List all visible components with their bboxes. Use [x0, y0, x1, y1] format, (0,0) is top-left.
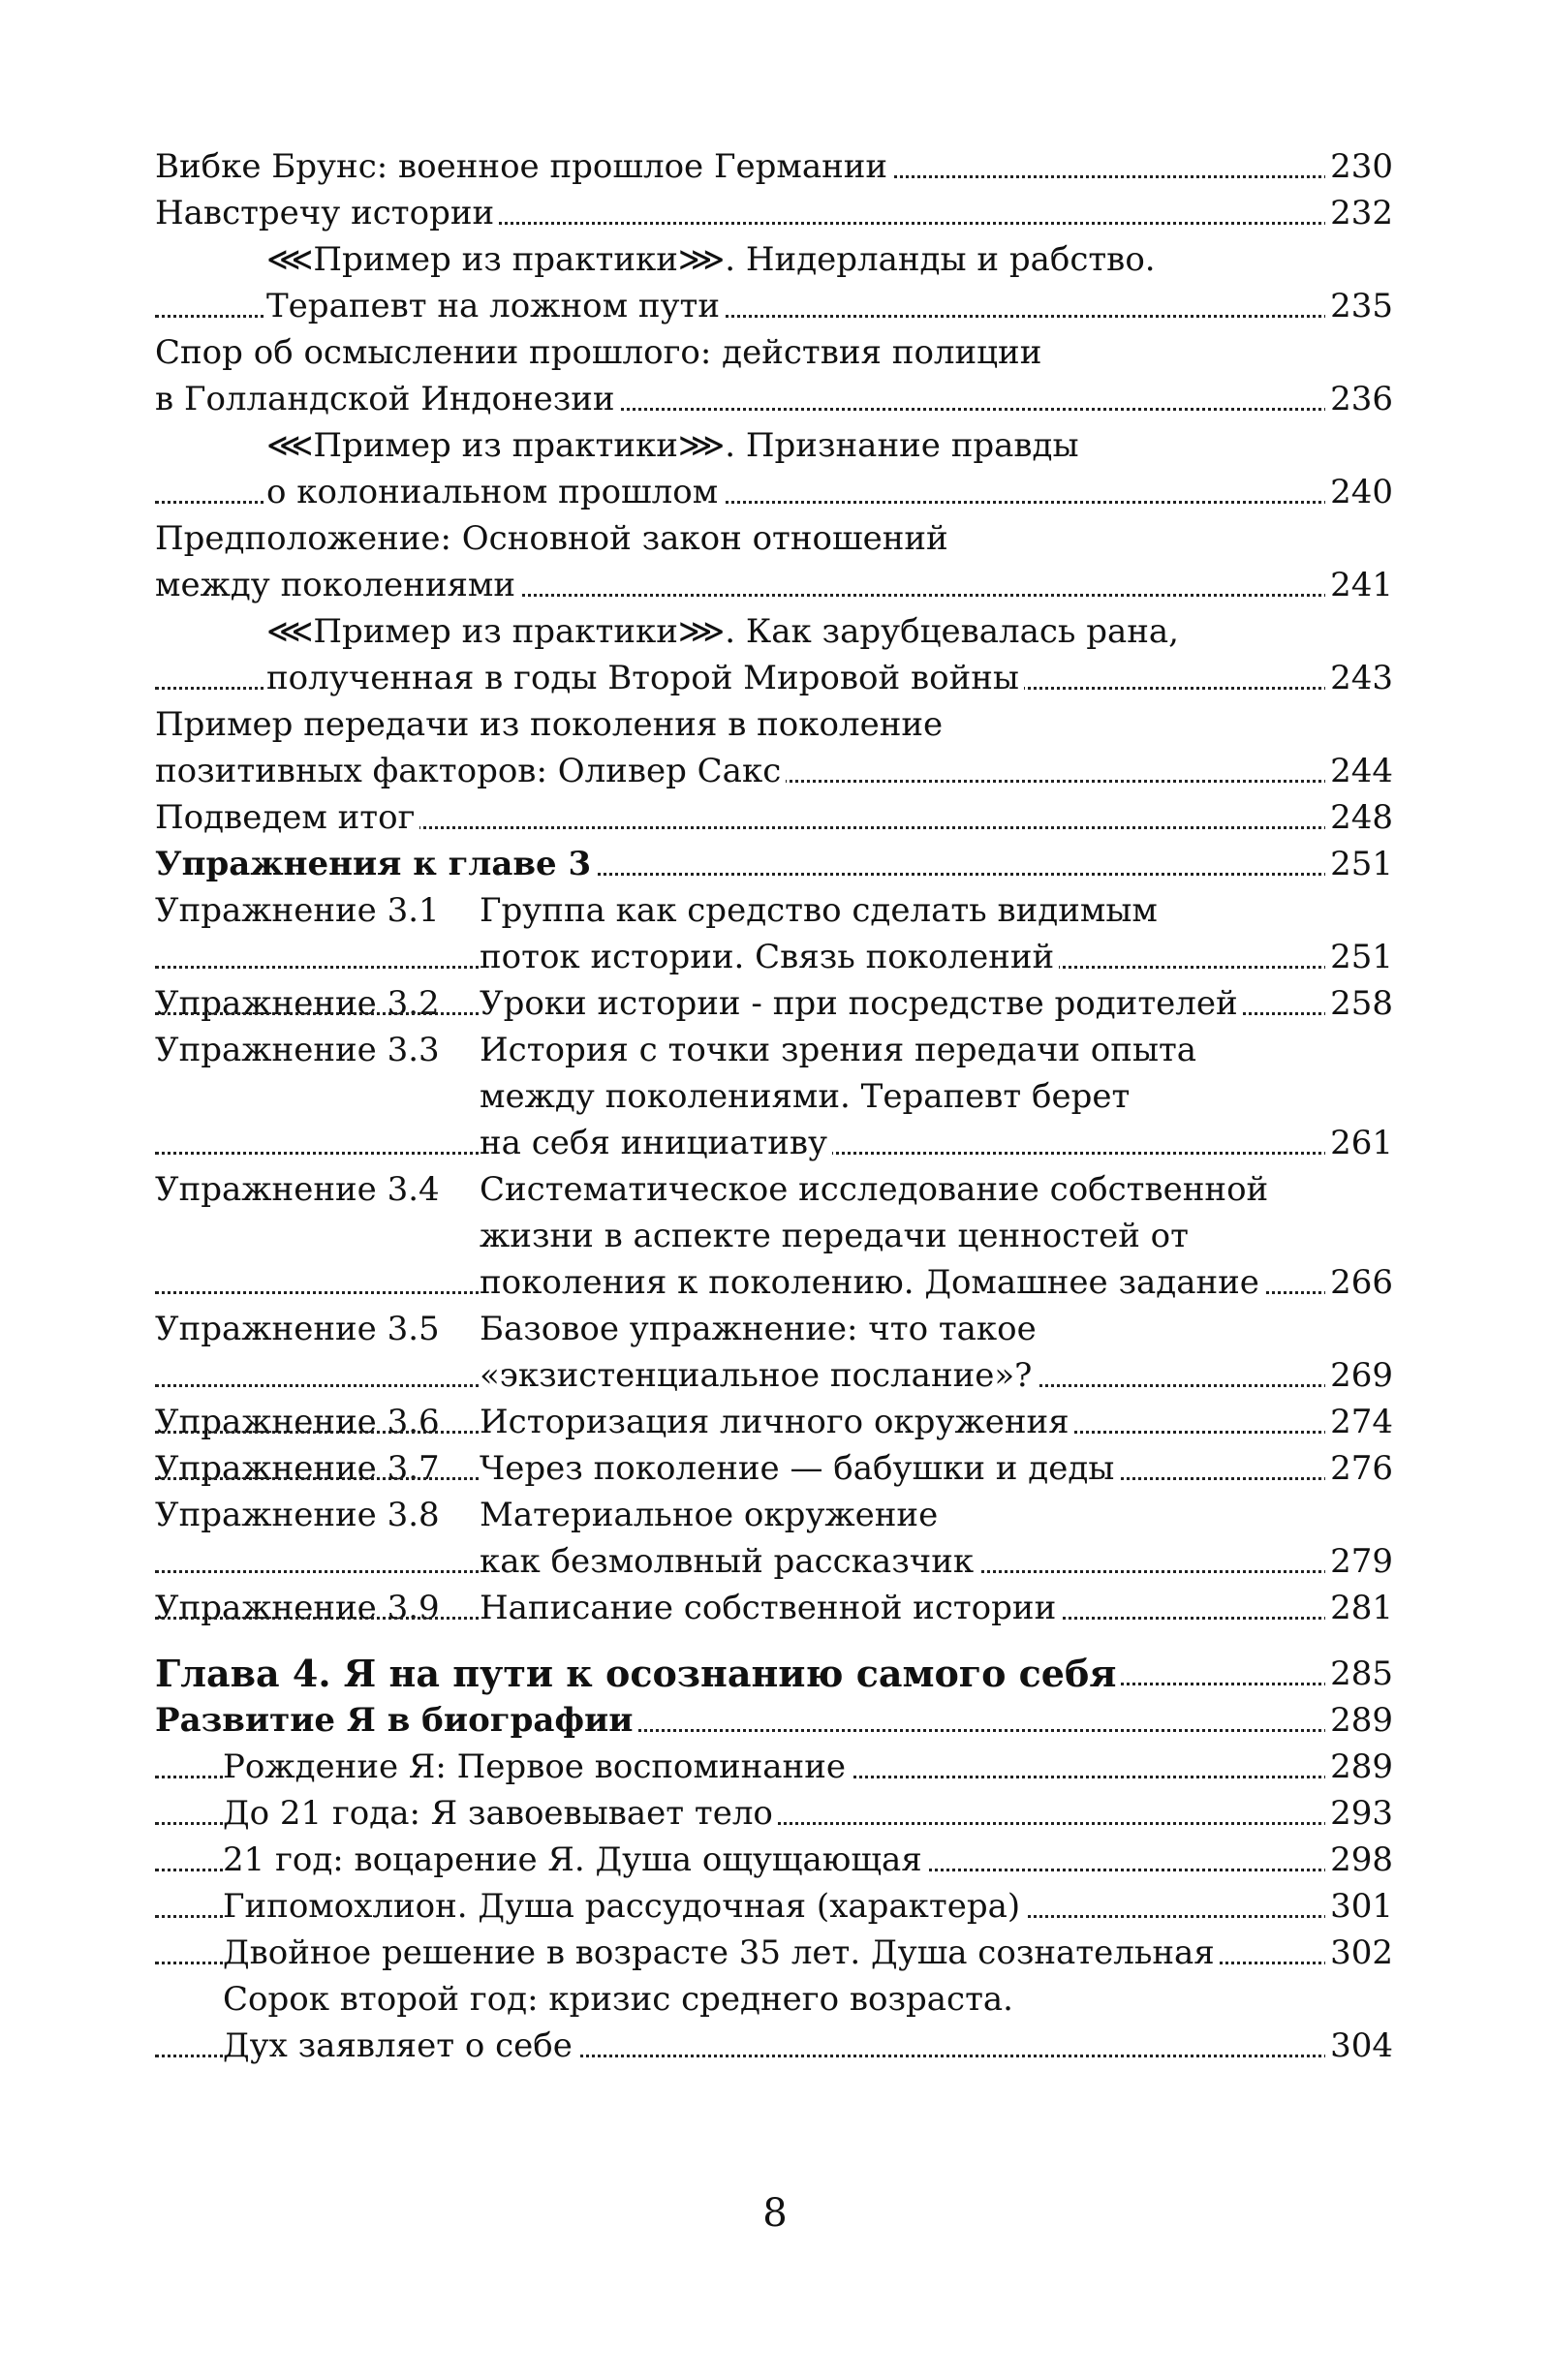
toc-entry	[155, 329, 1393, 376]
toc-entry	[155, 236, 1393, 283]
entry-title: Предположение: Основной закон отношений	[155, 515, 953, 562]
toc-exercise-entry	[155, 1259, 1393, 1306]
toc-entry	[155, 1930, 1393, 1976]
entry-title: Двойное решение в возрасте 35 лет. Душа сознательная	[223, 1930, 1220, 1976]
entry-page: 279	[1325, 1538, 1393, 1585]
entry-page: 251	[1325, 841, 1393, 887]
entry-page: 243	[1325, 655, 1393, 701]
chapter-title: Глава 4. Я на пути к осознанию самого себя	[155, 1651, 1121, 1697]
toc-entry	[155, 2023, 1393, 2069]
entry-title: на себя инициативу	[480, 1120, 832, 1166]
toc-chapter-heading	[155, 1651, 1393, 1697]
entry-page: 293	[1325, 1790, 1393, 1837]
entry-page: 289	[1325, 1697, 1393, 1744]
entry-page: 269	[1325, 1352, 1393, 1399]
entry-page: 230	[1325, 143, 1393, 190]
toc-entry	[155, 562, 1393, 608]
entry-title: Гипомохлион. Душа рассудочная (характера)	[223, 1883, 1025, 1930]
toc-entry	[155, 701, 1393, 748]
toc-entry	[155, 283, 1393, 329]
entry-title: ⋘Пример из практики⋙. Нидерланды и рабство.	[266, 236, 1161, 283]
entry-page: 251	[1325, 934, 1393, 980]
toc-entry	[155, 1790, 1393, 1837]
toc-entry	[155, 515, 1393, 562]
entry-page: 235	[1325, 283, 1393, 329]
entry-title: История с точки зрения передачи опыта	[480, 1027, 1201, 1073]
entry-title: 21 год: воцарение Я. Душа ощущающая	[223, 1837, 927, 1883]
toc-exercise-entry	[155, 1213, 1393, 1259]
toc-entry	[155, 469, 1393, 515]
entry-title: ⋘Пример из практики⋙. Признание правды	[266, 422, 1084, 469]
section-title: Упражнения к главе 3	[155, 841, 596, 887]
entry-title: Базовое упражнение: что такое	[480, 1306, 1041, 1352]
toc-section-heading	[155, 1697, 1393, 1744]
toc-entry	[155, 1837, 1393, 1883]
entry-page: 240	[1325, 469, 1393, 515]
entry-title: Через поколение — бабушки и деды	[480, 1445, 1119, 1492]
entry-title: как безмолвный рассказчик	[480, 1538, 978, 1585]
entry-page: 274	[1325, 1399, 1393, 1445]
exercise-label: Упражнение 3.1	[155, 891, 440, 930]
entry-title: позитивных факторов: Оливер Сакс	[155, 748, 786, 794]
toc-entry	[155, 608, 1393, 655]
exercise-label: Упражнение 3.6	[155, 1403, 440, 1441]
entry-title: Дух заявляет о себе	[223, 2023, 577, 2069]
toc-exercise-entry	[155, 1538, 1393, 1585]
entry-title: жизни в аспекте передачи ценностей от	[480, 1213, 1194, 1259]
toc-entry	[155, 748, 1393, 794]
entry-title: Спор об осмыслении прошлого: действия полиции	[155, 329, 1046, 376]
entry-title: Историзация личного окружения	[480, 1399, 1074, 1445]
exercise-label: Упражнение 3.7	[155, 1449, 440, 1488]
toc-exercise-entry	[155, 1306, 1393, 1352]
toc-exercise-entry	[155, 887, 1393, 934]
toc-entry	[155, 376, 1393, 422]
toc-exercise-entry	[155, 934, 1393, 980]
toc-exercise-entry	[155, 1073, 1393, 1120]
entry-page: 266	[1325, 1259, 1393, 1306]
entry-page: 285	[1325, 1651, 1393, 1697]
toc-entry	[155, 655, 1393, 701]
entry-title: Материальное окружение	[480, 1492, 943, 1538]
entry-title: полученная в годы Второй Мировой войны	[266, 655, 1024, 701]
entry-title: Вибке Брунс: военное прошлое Германии	[155, 143, 892, 190]
section-title: Развитие Я в биографии	[155, 1697, 637, 1744]
toc-exercise-entry	[155, 1492, 1393, 1538]
entry-page: 258	[1325, 980, 1393, 1027]
entry-page: 232	[1325, 190, 1393, 236]
entry-page: 241	[1325, 562, 1393, 608]
table-of-contents	[155, 143, 1393, 2069]
toc-exercise-entry	[155, 1166, 1393, 1213]
entry-title: Систематическое исследование собственной	[480, 1166, 1273, 1213]
entry-title: Подведем итог	[155, 794, 419, 841]
exercise-label: Упражнение 3.9	[155, 1589, 440, 1627]
entry-title: Терапевт на ложном пути	[266, 283, 725, 329]
entry-page: 281	[1325, 1585, 1393, 1631]
entry-page: 248	[1325, 794, 1393, 841]
toc-entry	[155, 1744, 1393, 1790]
toc-exercise-entry	[155, 980, 1393, 1027]
exercise-label: Упражнение 3.5	[155, 1310, 440, 1348]
entry-title: Навстречу истории	[155, 190, 499, 236]
entry-title: Сорок второй год: кризис среднего возраста.	[223, 1976, 1018, 2023]
exercise-label: Упражнение 3.2	[155, 984, 440, 1023]
toc-exercise-entry	[155, 1027, 1393, 1073]
toc-exercise-entry	[155, 1399, 1393, 1445]
entry-title: «экзистенциальное послание»?	[480, 1352, 1037, 1399]
entry-title: Уроки истории - при посредстве родителей	[480, 980, 1243, 1027]
entry-title: о колониальном прошлом	[266, 469, 723, 515]
exercise-label: Упражнение 3.3	[155, 1031, 440, 1069]
entry-page: 301	[1325, 1883, 1393, 1930]
entry-page: 302	[1325, 1930, 1393, 1976]
toc-entry	[155, 422, 1393, 469]
entry-title: поколения к поколению. Домашнее задание	[480, 1259, 1264, 1306]
toc-entry	[155, 1883, 1393, 1930]
toc-exercise-entry	[155, 1120, 1393, 1166]
entry-page: 244	[1325, 748, 1393, 794]
entry-title: Группа как средство сделать видимым	[480, 887, 1162, 934]
entry-title: в Голландской Индонезии	[155, 376, 620, 422]
entry-title: ⋘Пример из практики⋙. Как зарубцевалась рана,	[266, 608, 1184, 655]
entry-page: 298	[1325, 1837, 1393, 1883]
entry-title: Рождение Я: Первое воспоминание	[223, 1744, 851, 1790]
entry-page: 276	[1325, 1445, 1393, 1492]
entry-page: 236	[1325, 376, 1393, 422]
exercise-label: Упражнение 3.4	[155, 1170, 440, 1209]
toc-exercise-entry	[155, 1585, 1393, 1631]
entry-title: Написание собственной истории	[480, 1585, 1061, 1631]
toc-exercise-entry	[155, 1352, 1393, 1399]
entry-page: 289	[1325, 1744, 1393, 1790]
entry-title: Пример передачи из поколения в поколение	[155, 701, 947, 748]
toc-entry	[155, 190, 1393, 236]
toc-entry	[155, 143, 1393, 190]
entry-title: До 21 года: Я завоевывает тело	[223, 1790, 778, 1837]
toc-exercise-entry	[155, 1445, 1393, 1492]
toc-entry	[155, 1976, 1393, 2023]
entry-page: 304	[1325, 2023, 1393, 2069]
toc-entry	[155, 794, 1393, 841]
entry-title: между поколениями. Терапевт берет	[480, 1073, 1134, 1120]
entry-title: между поколениями	[155, 562, 520, 608]
exercise-label: Упражнение 3.8	[155, 1496, 440, 1534]
page-number: 8	[762, 2191, 788, 2236]
toc-section-heading	[155, 841, 1393, 887]
entry-page: 261	[1325, 1120, 1393, 1166]
entry-title: поток истории. Связь поколений	[480, 934, 1059, 980]
